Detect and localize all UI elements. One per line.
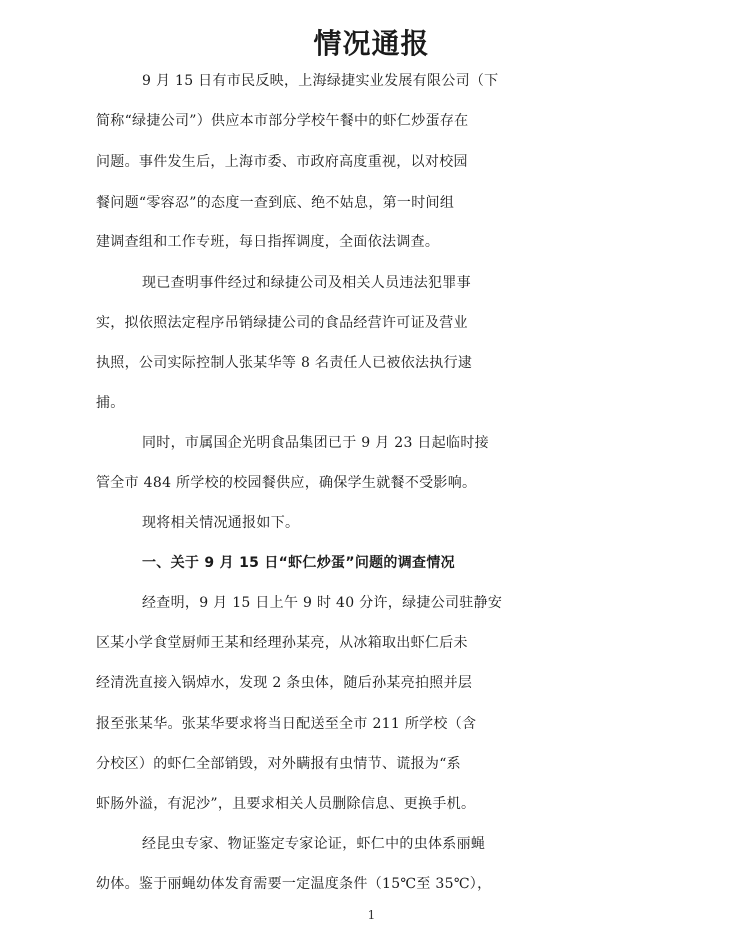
- text-line: 简称“绿捷公司”）供应本市部分学校午餐中的虾仁炒蛋存在: [96, 113, 469, 129]
- text-line: 餐问题“零容忍”的态度一查到底、绝不姑息，第一时间组: [96, 195, 455, 211]
- text-line: 幼体。鉴于丽蝇幼体发育需要一定温度条件（15℃至 35℃），: [96, 876, 492, 892]
- text-line: 9 月 15 日有市民反映，上海绿捷实业发展有限公司（下: [142, 73, 499, 89]
- text-line: 问题。事件发生后，上海市委、市政府高度重视，以对校园: [96, 154, 468, 170]
- text-line: 执照，公司实际控制人张某华等 8 名责任人已被依法执行逮: [96, 355, 473, 371]
- text-line: 实，拟依照法定程序吊销绿捷公司的食品经营许可证及营业: [96, 315, 468, 331]
- text-line: 经查明，9 月 15 日上午 9 时 40 分许，绿捷公司驻静安: [142, 595, 503, 611]
- section-heading: 一、关于 9 月 15 日“虾仁炒蛋”问题的调查情况: [142, 555, 455, 571]
- text-line: 建调查组和工作专班，每日指挥调度，全面依法调查。: [96, 234, 440, 250]
- text-line: 经清洗直接入锅焯水，发现 2 条虫体，随后孙某亮拍照并层: [96, 675, 473, 691]
- text-line: 现已查明事件经过和绿捷公司及相关人员违法犯罪事: [142, 275, 471, 291]
- text-line: 虾肠外溢，有泥沙”，且要求相关人员删除信息、更换手机。: [96, 796, 476, 812]
- page-number: 1: [367, 908, 376, 922]
- text-line: 经昆虫专家、物证鉴定专家论证，虾仁中的虫体系丽蝇: [142, 836, 486, 852]
- text-line: 同时，市属国企光明食品集团已于 9 月 23 日起临时接: [142, 435, 489, 451]
- text-line: 管全市 484 所学校的校园餐供应，确保学生就餐不受影响。: [96, 475, 477, 491]
- text-line: 捕。: [96, 395, 125, 411]
- text-line: 分校区）的虾仁全部销毁，对外瞒报有虫情节、谎报为“系: [96, 756, 461, 772]
- document-title: 情况通报: [313, 27, 430, 60]
- text-line: 区某小学食堂厨师王某和经理孙某亮，从冰箱取出虾仁后未: [96, 635, 468, 651]
- text-line: 报至张某华。张某华要求将当日配送至全市 211 所学校（含: [96, 716, 477, 732]
- text-line: 现将相关情况通报如下。: [142, 515, 300, 531]
